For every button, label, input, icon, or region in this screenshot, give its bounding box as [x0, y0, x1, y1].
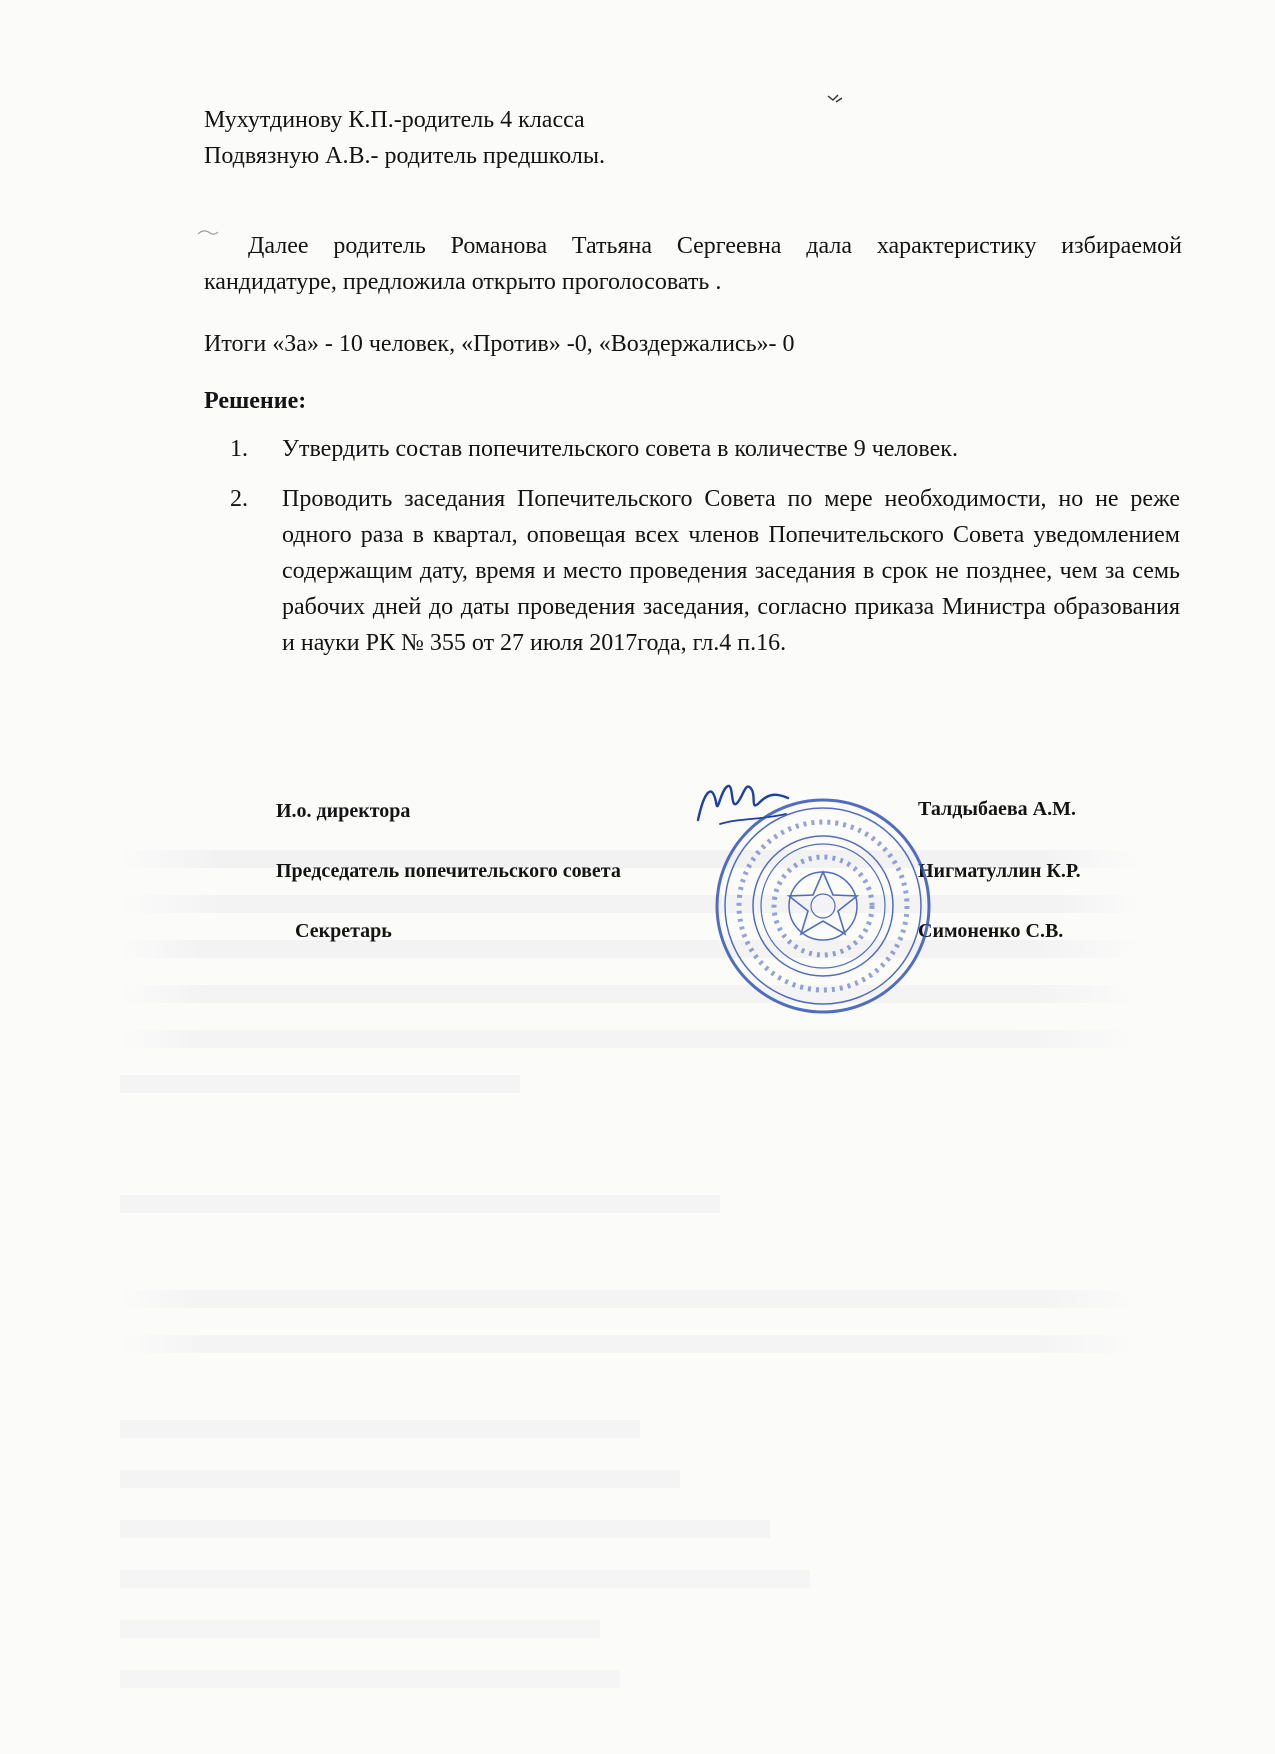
intro-line: Мухутдинову К.П.-родитель 4 класса [204, 107, 585, 133]
official-stamp [712, 795, 934, 1017]
signature-name-chairman: Нигматуллин К.Р. [918, 860, 1081, 882]
scan-speck [826, 92, 846, 106]
decision-text: Утвердить состав попечительского совета в количестве 9 человек. [282, 436, 958, 462]
decision-text: Проводить заседания Попечительского Совета по мере необходимости, но не реже одного раза в квартал, оповещая всех членов Попечительского Совета уведомлением содержащим дату, время и место проведения заседания в срок не позднее, чем за семь рабочих дней до даты проведения заседания, согласно приказа Министра образования и науки РК № 355 от 27 июля 2017года, гл.4 п.16. [282, 486, 1180, 656]
signature-name-secretary: Симоненко С.В. [918, 920, 1064, 942]
signature-name-director: Талдыбаева А.М. [918, 798, 1076, 820]
decision-number: 1. [230, 436, 248, 462]
intro-line: Подвязную А.В.- родитель предшколы. [204, 143, 606, 169]
decision-item [230, 431, 1180, 467]
signature-role-director: И.о. директора [276, 800, 411, 822]
decision-list [230, 431, 1180, 675]
signature-role-secretary: Секретарь [295, 920, 392, 942]
signature-role-chairman: Председатель попечительского совета [276, 860, 621, 882]
scan-speck [196, 226, 220, 240]
decision-title: Решение: [204, 388, 307, 414]
decision-number: 2. [230, 486, 248, 512]
characteristic-paragraph: Далее родитель Романова Татьяна Сергеевна дала характеристику избираемой кандидатуре, предложила открыто проголосовать . [204, 233, 1182, 295]
decision-item [230, 481, 1180, 661]
voting-results: Итоги «За» - 10 человек, «Против» -0, «Воздержались»- 0 [204, 331, 795, 357]
intro-block [204, 102, 605, 174]
